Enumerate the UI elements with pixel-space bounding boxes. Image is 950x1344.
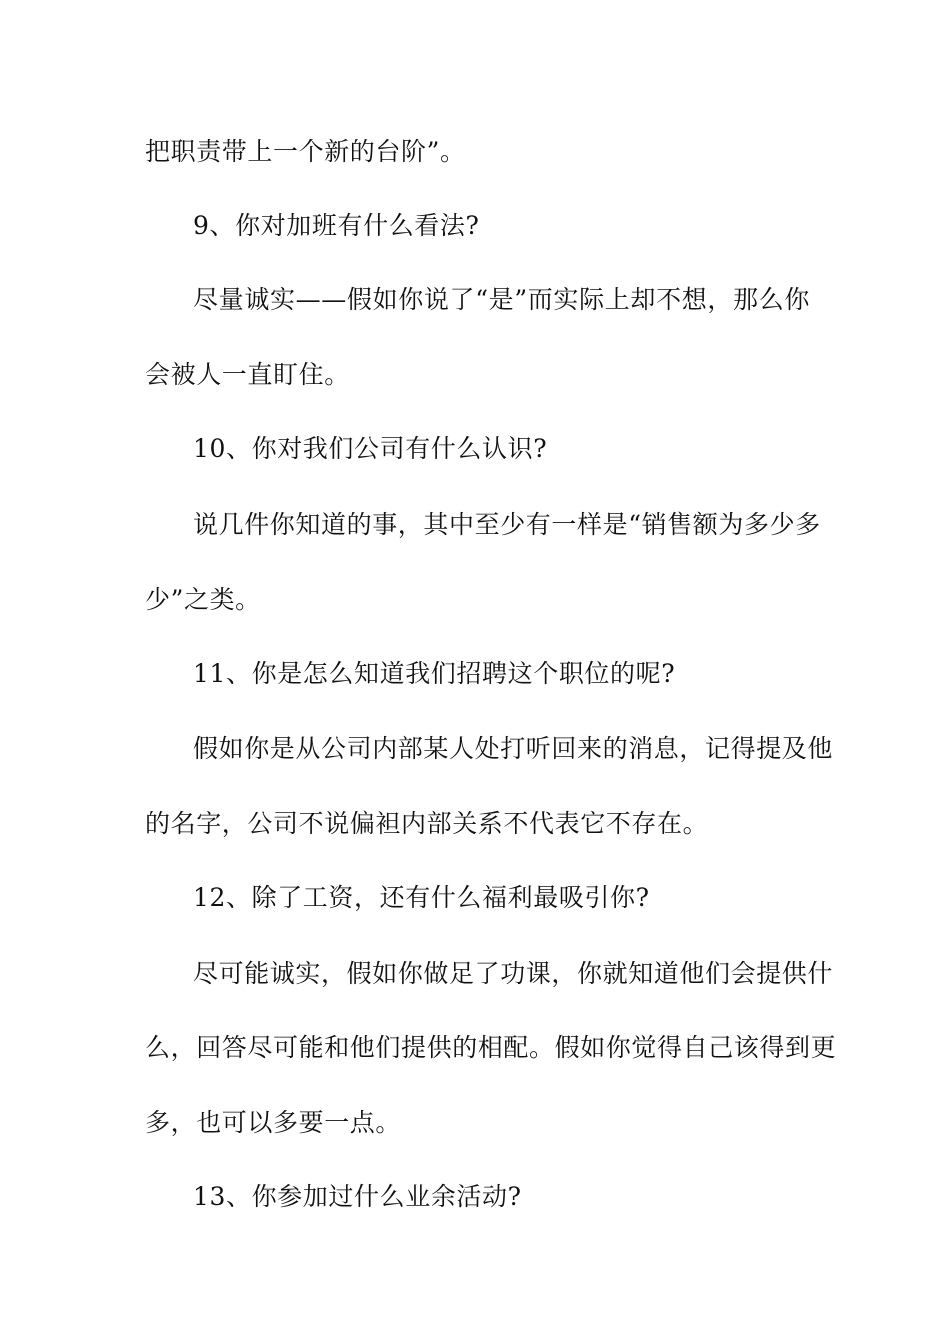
question-9: 9、你对加班有什么看法? (193, 211, 480, 240)
answer-10-line-2: 少”之类。 (145, 585, 261, 614)
answer-11-line-1: 假如你是从公司内部某人处打听回来的消息，记得提及他 (193, 734, 834, 763)
answer-11-line-2: 的名字，公司不说偏袒内部关系不代表它不存在。 (145, 809, 709, 838)
question-13: 13、你参加过什么业余活动? (193, 1182, 522, 1211)
answer-9-line-2: 会被人一直盯住。 (145, 360, 350, 389)
answer-10-line-1: 说几件你知道的事，其中至少有一样是“销售额为多少多 (193, 510, 821, 539)
question-11: 11、你是怎么知道我们招聘这个职位的呢? (193, 659, 676, 688)
paragraph-continuation: 把职责带上一个新的台阶”。 (145, 137, 466, 166)
answer-12-line-2: 么，回答尽可能和他们提供的相配。假如你觉得自己该得到更 (145, 1033, 837, 1062)
question-10: 10、你对我们公司有什么认识? (193, 434, 548, 463)
answer-12-line-1: 尽可能诚实，假如你做足了功课，你就知道他们会提供什 (193, 959, 834, 988)
answer-9-line-1: 尽量诚实——假如你说了“是”而实际上却不想，那么你 (193, 285, 810, 314)
question-12: 12、除了工资，还有什么福利最吸引你? (193, 883, 650, 912)
answer-12-line-3: 多，也可以多要一点。 (145, 1108, 402, 1137)
